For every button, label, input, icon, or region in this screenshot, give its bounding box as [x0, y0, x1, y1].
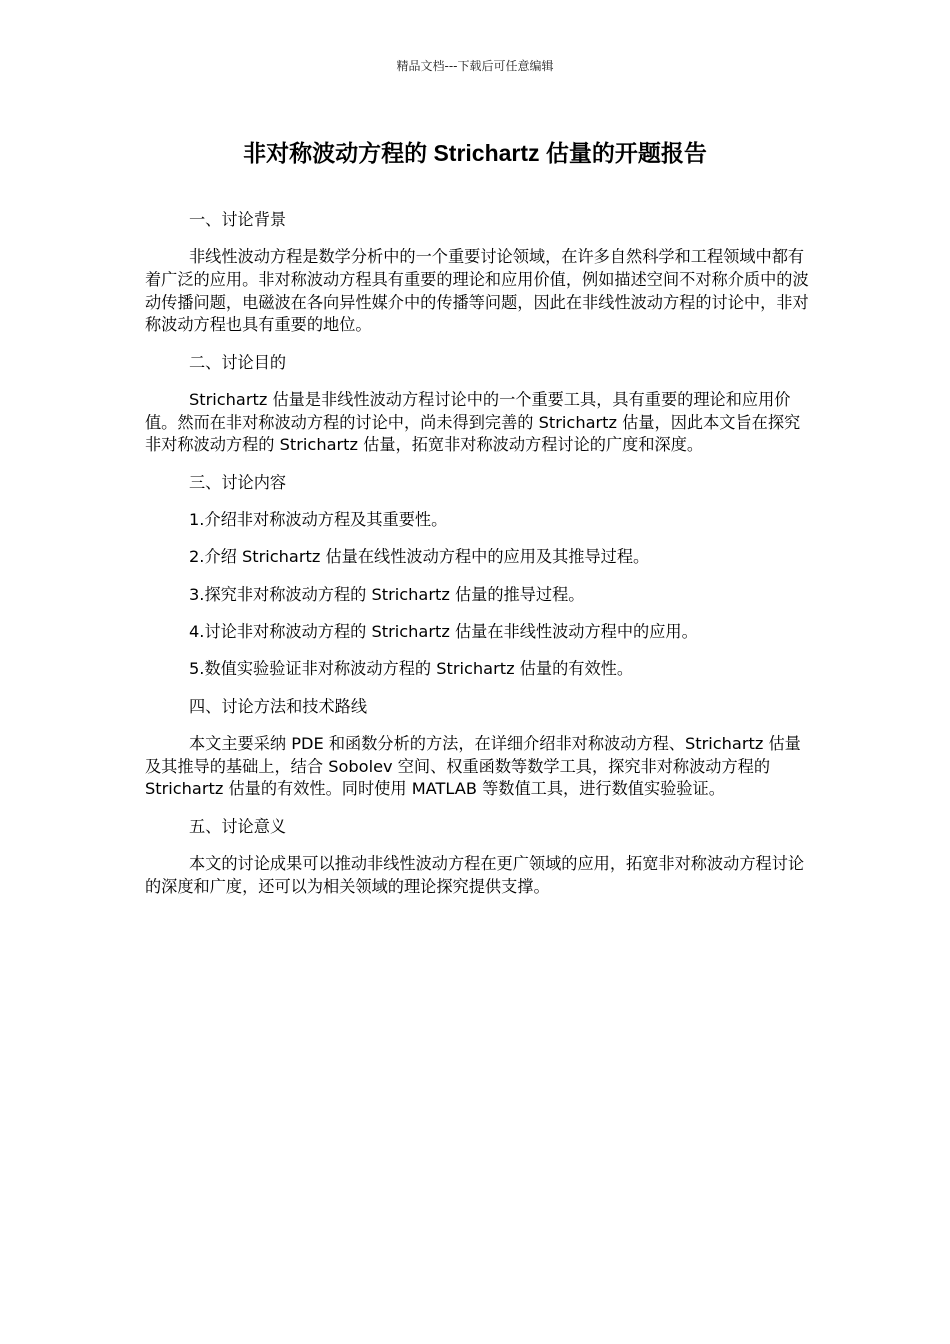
section-heading-significance: 五、讨论意义: [189, 816, 287, 836]
paragraph-purpose: Strichartz 估量是非线性波动方程讨论中的一个重要工具，具有重要的理论和应用价值。然而在非对称波动方程的讨论中，尚未得到完善的 Strichartz 估量，因此本文旨在探究非对称波动方程的 Strichartz 估量，拓宽非对称波动方程讨论的广度和深度。: [145, 389, 801, 455]
content-list-item: 1.介绍非对称波动方程及其重要性。: [189, 509, 448, 529]
section-heading-content: 三、讨论内容: [189, 472, 287, 492]
content-list-item: 2.介绍 Strichartz 估量在线性波动方程中的应用及其推导过程。: [189, 547, 650, 567]
content-list-item: 3.探究非对称波动方程的 Strichartz 估量的推导过程。: [189, 584, 585, 604]
document-body: [145, 209, 809, 913]
paragraph-significance: 本文的讨论成果可以推动非线性波动方程在更广领域的应用，拓宽非对称波动方程讨论的深度和广度，还可以为相关领域的理论探究提供支撑。: [145, 854, 805, 896]
content-list-item: 5.数值实验验证非对称波动方程的 Strichartz 估量的有效性。: [189, 659, 634, 679]
section-heading-methods: 四、讨论方法和技术路线: [189, 696, 368, 716]
paragraph-methods: 本文主要采纳 PDE 和函数分析的方法，在详细介绍非对称波动方程、Strichartz 估量及其推导的基础上，结合 Sobolev 空间、权重函数等数学工具，探究非对称波动方程的 Strichartz 估量的有效性。同时使用 MATLAB 等数值工具，进行数值实验验证。: [145, 734, 801, 799]
paragraph-background: 非线性波动方程是数学分析中的一个重要讨论领域，在许多自然科学和工程领域中都有着广泛的应用。非对称波动方程具有重要的理论和应用价值，例如描述空间不对称介质中的波动传播问题，电磁波在各向异性媒介中的传播等问题，因此在非线性波动方程的讨论中，非对称波动方程也具有重要的地位。: [145, 247, 809, 335]
page-header: 精品文档---下载后可任意编辑: [396, 59, 554, 73]
section-heading-background: 一、讨论背景: [189, 210, 287, 229]
content-list-item: 4.讨论非对称波动方程的 Strichartz 估量在非线性波动方程中的应用。: [189, 622, 698, 642]
document-title: 非对称波动方程的 Strichartz 估量的开题报告: [243, 140, 707, 166]
section-heading-purpose: 二、讨论目的: [189, 352, 287, 372]
